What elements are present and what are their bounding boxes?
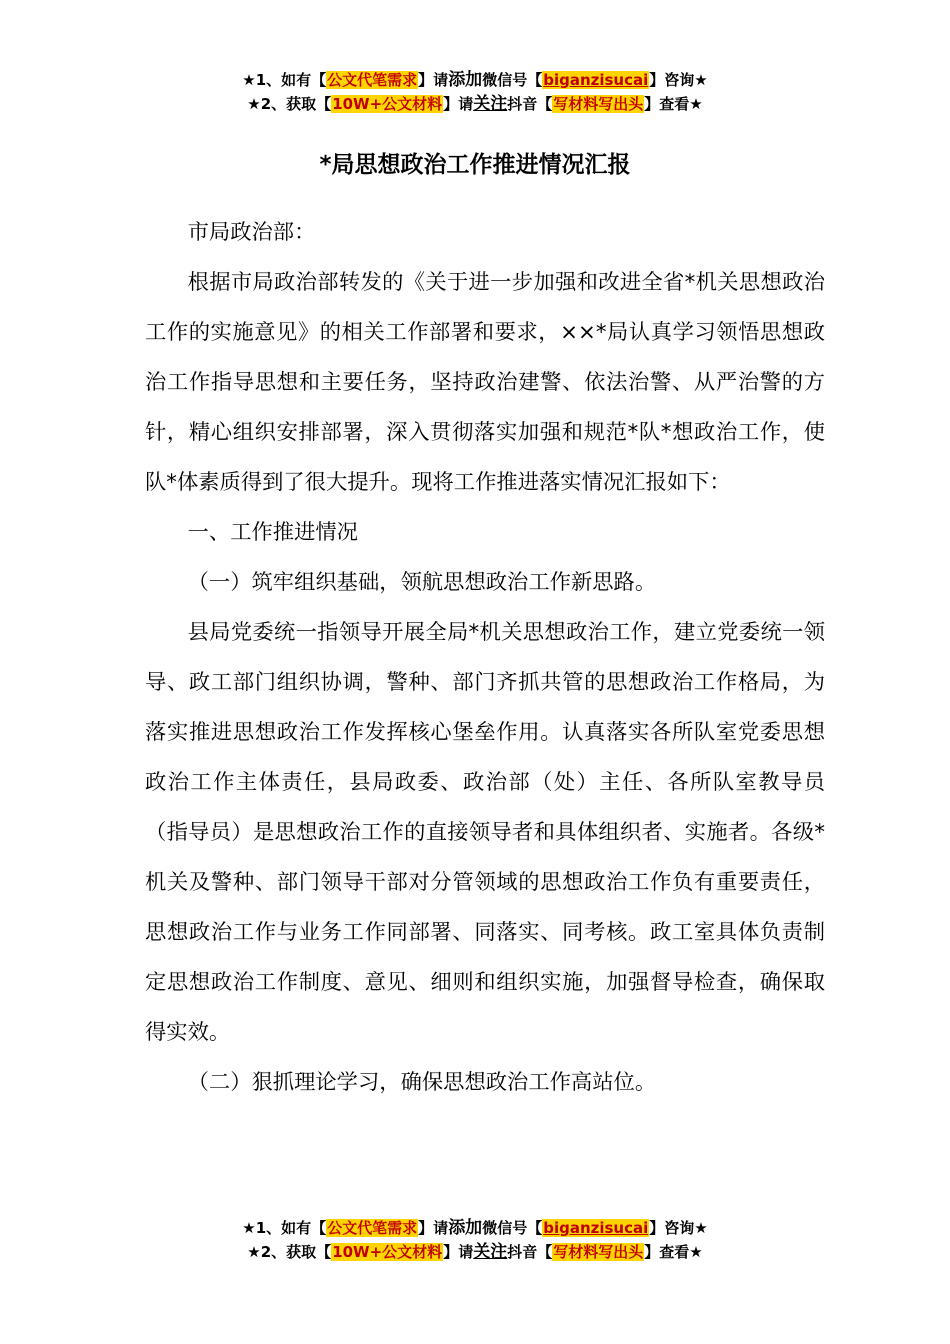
- banner-text: 抖音【: [507, 1243, 553, 1261]
- body-paragraph: 根据市局政治部转发的《关于进一步加强和改进全省*机关思想政治工作的实施意见》的相关工作部署和要求，××*局认真学习领悟思想政治工作指导思想和主要任务，坚持政治建警、依法治警、从严治警的方针，精心组织安排部署，深入贯彻落实加强和规范*队*想政治工作，使队*体素质得到了很大提升。现将工作推进落实情况汇报如下：: [145, 270, 825, 495]
- banner-highlight: 公文代笔需求: [327, 71, 418, 89]
- banner-highlight: 10W+公文材料: [332, 1243, 443, 1261]
- header-banner: [0, 68, 950, 116]
- banner-line-2: [0, 92, 950, 116]
- banner-highlight: 公文代笔需求: [327, 1219, 418, 1237]
- banner-text: ★1、如有【: [242, 1219, 327, 1237]
- banner-text: 】查看★: [644, 1243, 703, 1261]
- section-heading: 一、工作推进情况: [187, 520, 358, 545]
- footer-banner: [0, 1216, 950, 1264]
- banner-text: 】咨询★: [649, 71, 708, 89]
- subsection-heading: （二）狠抓理论学习，确保思想政治工作高站位。: [187, 1070, 657, 1095]
- banner-emphasis: 关注: [473, 94, 508, 114]
- banner-text: ★2、获取【: [247, 95, 332, 113]
- banner-line-1: [0, 68, 950, 92]
- banner-text: ★1、如有【: [242, 71, 327, 89]
- banner-text: 抖音【: [507, 95, 553, 113]
- banner-text: 微信号【: [482, 1219, 543, 1237]
- banner-text: ★2、获取【: [247, 1243, 332, 1261]
- banner-emphasis: 添加: [448, 1218, 483, 1238]
- document-title: *局思想政治工作推进情况汇报: [319, 152, 631, 178]
- banner-text: 】请: [418, 71, 449, 89]
- banner-text: 】请: [443, 1243, 474, 1261]
- banner-highlight: 写材料写出头: [553, 95, 644, 113]
- banner-text: 】查看★: [644, 95, 703, 113]
- wechat-id-link[interactable]: biganzisucai: [543, 71, 649, 89]
- banner-highlight: 写材料写出头: [553, 1243, 644, 1261]
- banner-text: 】请: [418, 1219, 449, 1237]
- banner-line-2: [0, 1240, 950, 1264]
- subsection-heading: （一）筑牢组织基础，领航思想政治工作新思路。: [187, 570, 657, 595]
- banner-text: 】请: [443, 95, 474, 113]
- banner-highlight: 10W+公文材料: [332, 95, 443, 113]
- wechat-id-link[interactable]: biganzisucai: [543, 1219, 649, 1237]
- banner-line-1: [0, 1216, 950, 1240]
- salutation: 市局政治部：: [187, 220, 316, 245]
- banner-text: 微信号【: [482, 71, 543, 89]
- banner-emphasis: 关注: [473, 1242, 508, 1262]
- body-paragraph: 县局党委统一指领导开展全局*机关思想政治工作，建立党委统一领导、政工部门组织协调，警种、部门齐抓共管的思想政治工作格局，为落实推进思想政治工作发挥核心堡垒作用。认真落实各所队室党委思想政治工作主体责任，县局政委、政治部（处）主任、各所队室教导员（指导员）是思想政治工作的直接领导者和具体组织者、实施者。各级*机关及警种、部门领导干部对分管领域的思想政治工作负有重要责任，思想政治工作与业务工作同部署、同落实、同考核。政工室具体负责制定思想政治工作制度、意见、细则和组织实施，加强督导检查，确保取得实效。: [145, 620, 825, 1045]
- document-body: [145, 208, 825, 1108]
- banner-emphasis: 添加: [448, 70, 483, 90]
- banner-text: 】咨询★: [649, 1219, 708, 1237]
